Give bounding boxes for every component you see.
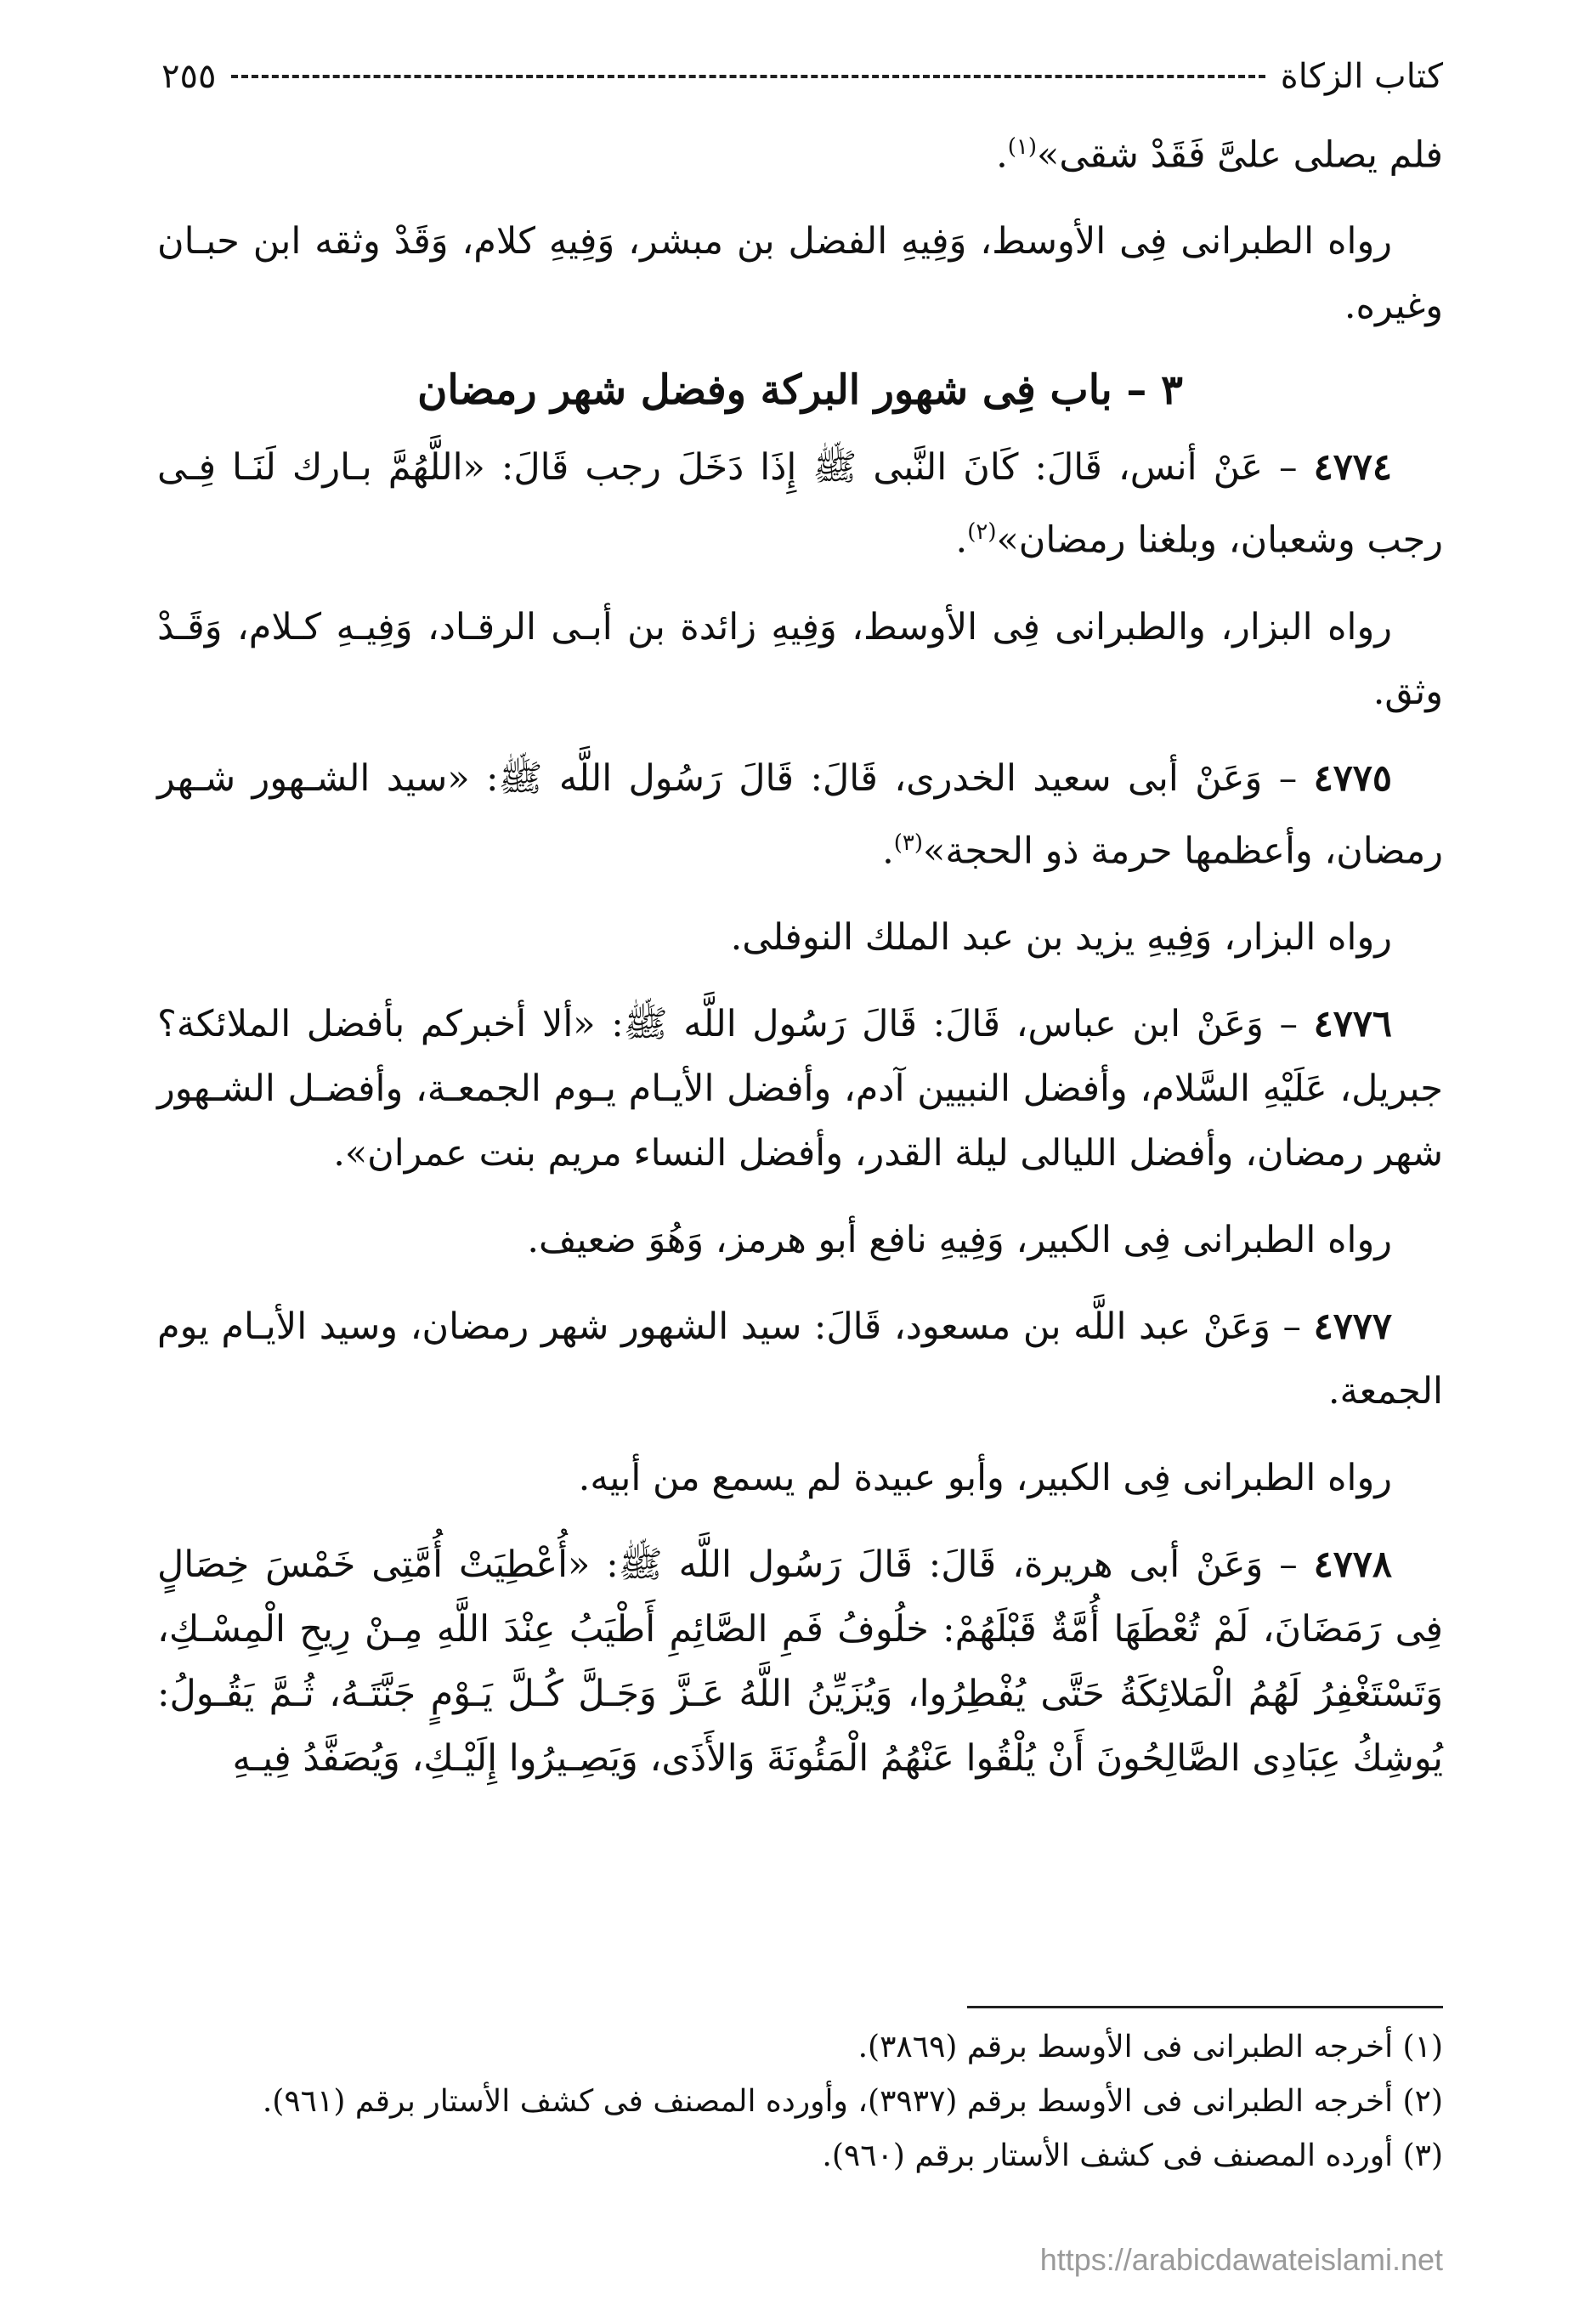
hadith-number: ٤٧٧٤ [1313,446,1392,490]
footnote-separator [967,2006,1443,2008]
hadith-4774: ٤٧٧٤ – عَنْ أنس، قَالَ: كَانَ النَّبى ﷺ إِذَا دَخَلَ رجب قَالَ: «اللَّهُمَّ بـارك لَنَـا فِـى رجب وشعبان، وبلغنا رمضان»$^{(٢)}$. [157,446,1443,562]
footnote-1: (١) أخرجه الطبرانى فى الأوسط برقم (٣٨٦٩). [857,2030,1443,2064]
narration-paragraph: رواه الطبرانى فِى الكبير، وَفِيهِ نافع أبو هرمز، وَهُوَ ضعيف. [527,1218,1392,1261]
footnote-ref: (١) [1007,134,1038,160]
hadith-number: ٤٧٧٥ [1313,756,1392,800]
hadith-number: ٤٧٧٦ [1313,1002,1393,1045]
source-watermark: https://arabicdawateislami.net [1039,2242,1443,2277]
chapter-heading: ٣ – باب فِى شهور البركة وفضل شهر رمضان [417,366,1183,415]
hadith-4776: ٤٧٧٦ – وَعَنْ ابن عباس، قَالَ: قَالَ رَسُول اللَّه ﷺ: «ألا أخبركم بأفضل الملائكة؟ جبريل، عَلَيْهِ السَّلام، وأفضل النبيين آدم، وأفضل الأيـام يـوم الجمعـة، وأفضـل الشـهور شهر رمضان، وأفضل الليالى ليلة القدر، وأفضل النساء مريم بنت عمران». [157,1002,1443,1175]
hadith-4778: ٤٧٧٨ – وَعَنْ أبى هريرة، قَالَ: قَالَ رَسُول اللَّه ﷺ: «أُعْطِيَتْ أُمَّتِى خَمْسَ خِصَالٍ فِى رَمَضَانَ، لَمْ تُعْطَهَا أُمَّةٌ قَبْلَهُمْ: خلُوفُ فَمِ الصَّائِمِ أَطْيَبُ عِنْدَ اللَّهِ مِـنْ رِيحِ الْمِسْـكِ، وَتَسْتَغْفِرُ لَهُمُ الْمَلائِكَةُ حَتَّى يُفْطِرُوا، وَيُزَيِّنُ اللَّهُ عَـزَّ وَجَـلَّ كُـلَّ يَـوْمٍ جَنَّتَـهُ، ثُـمَّ يَقُـولُ: يُوشِكُ عِبَادِى الصَّالِحُونَ أَنْ يُلْقُوا عَنْهُمُ الْمَئُونَةَ وَالأَذَى، وَيَصِـيرُوا إِلَيْـكِ، وَيُصَفَّدُ فِيـهِ [157,1543,1443,1780]
footnote-2: (٢) أخرجه الطبرانى فى الأوسط برقم (٣٩٣٧)، وأورده المصنف فى كشف الأستار برقم (٩٦١). [262,2084,1443,2119]
footnote-ref: (٢) [967,519,997,546]
narration-paragraph: رواه الطبرانى فِى الأوسط، وَفِيهِ الفضل بن مبشر، وَفِيهِ كلام، وَقَدْ وثقه ابن حبـان وغيره. [157,220,1443,328]
hadith-number: ٤٧٧٨ [1313,1543,1392,1586]
page-header [161,51,1443,102]
header-dash-rule [231,75,1265,78]
narration-paragraph: رواه الطبرانى فِى الكبير، وأبو عبيدة لم يسمع من أبيه. [578,1456,1392,1499]
hadith-4775: ٤٧٧٥ – وَعَنْ أبى سعيد الخدرى، قَالَ: قَالَ رَسُول اللَّه ﷺ: «سيد الشـهور شـهر رمضان، وأعظمها حرمة ذو الحجة»$^{(٣)}$. [157,756,1443,872]
footnotes [157,2023,1443,2186]
footnote-ref: (٣) [893,830,924,856]
narration-paragraph: رواه البزار، وَفِيهِ يزيد بن عبد الملك النوفلى. [730,915,1392,959]
continuation-line: فلم يصلى علىَّ فَقَدْ شقى»$^{(١)}$. [996,133,1443,177]
running-title: كتاب الزكاة [1280,57,1443,96]
hadith-4777: ٤٧٧٧ – وَعَنْ عبد اللَّه بن مسعود، قَالَ: سيد الشهور شهر رمضان، وسيد الأيـام يوم الجمعة. [157,1305,1443,1413]
page-number: ٢٥٥ [161,57,217,96]
hadith-number: ٤٧٧٧ [1313,1305,1392,1348]
page-body [157,115,1443,1813]
narration-paragraph: رواه البزار، والطبرانى فِى الأوسط، وَفِيهِ زائدة بن أبـى الرقـاد، وَفِيـهِ كـلام، وَقَـدْ وثق. [157,605,1443,713]
footnote-3: (٣) أورده المصنف فى كشف الأستار برقم (٩٦٠). [822,2138,1443,2173]
